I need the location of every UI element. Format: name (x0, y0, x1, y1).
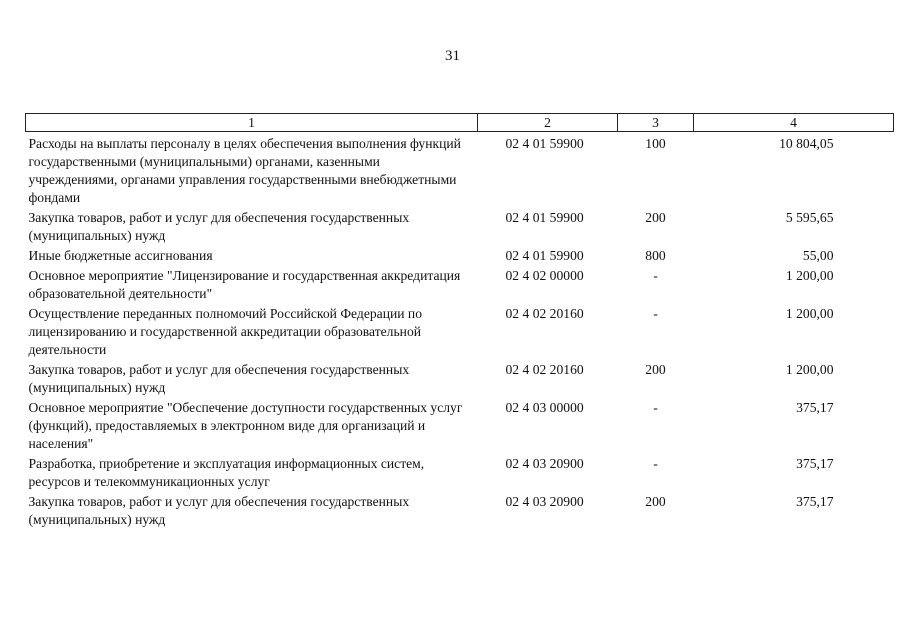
amount: 1 200,00 (785, 306, 834, 321)
table-row (26, 247, 894, 267)
target-code: 02 4 03 00000 (505, 400, 584, 415)
page-number: 31 (445, 48, 460, 64)
expense-name: Закупка товаров, работ и услуг для обеспечения государственных (муниципальных) нужд (28, 362, 410, 395)
amount: 375,17 (796, 494, 834, 509)
table-row (26, 305, 894, 361)
amount: 1 200,00 (785, 362, 834, 377)
table-row (26, 493, 894, 531)
expense-name: Основное мероприятие "Лицензирование и государственная аккредитация образовательной деятельности" (28, 268, 461, 301)
expense-type: - (653, 400, 658, 415)
table-row (26, 361, 894, 399)
expense-type: 100 (645, 136, 666, 151)
expense-type: 800 (645, 248, 666, 263)
target-code: 02 4 01 59900 (505, 136, 584, 151)
target-code: 02 4 01 59900 (505, 248, 584, 263)
table-row (26, 455, 894, 493)
column-header-3: 3 (618, 114, 694, 132)
expense-name: Разработка, приобретение и эксплуатация информационных систем, ресурсов и телекоммуникационных услуг (28, 456, 425, 489)
expense-name: Закупка товаров, работ и услуг для обеспечения государственных (муниципальных) нужд (28, 494, 410, 527)
column-header-2: 2 (478, 114, 618, 132)
expense-name: Закупка товаров, работ и услуг для обеспечения государственных (муниципальных) нужд (28, 210, 410, 243)
column-header-4: 4 (694, 114, 894, 132)
expense-name: Расходы на выплаты персоналу в целях обеспечения выполнения функций государственными (муниципальными) органами, казенными учреждениями, органами управления государственными внебюджетными фондами (28, 136, 461, 205)
expense-type: 200 (645, 362, 666, 377)
target-code: 02 4 03 20900 (505, 494, 584, 509)
header-row (26, 114, 894, 132)
expense-type: - (653, 456, 658, 471)
amount: 10 804,05 (779, 136, 834, 151)
amount: 1 200,00 (785, 268, 834, 283)
amount: 375,17 (796, 456, 834, 471)
expense-type: 200 (645, 494, 666, 509)
table-row (26, 209, 894, 247)
target-code: 02 4 01 59900 (505, 210, 584, 225)
amount: 55,00 (802, 248, 834, 263)
expense-name: Основное мероприятие "Обеспечение доступности государственных услуг (функций), предоставляемых в электронном виде для организаций и населения" (28, 400, 463, 451)
expense-type: 200 (645, 210, 666, 225)
table-row (26, 132, 894, 210)
column-header-1: 1 (26, 114, 478, 132)
amount: 375,17 (796, 400, 834, 415)
expense-name: Иные бюджетные ассигнования (28, 248, 213, 263)
table-row (26, 399, 894, 455)
amount: 5 595,65 (785, 210, 834, 225)
expense-type: - (653, 306, 658, 321)
expense-type: - (653, 268, 658, 283)
table-row (26, 267, 894, 305)
target-code: 02 4 02 20160 (505, 306, 584, 321)
target-code: 02 4 03 20900 (505, 456, 584, 471)
budget-table (25, 113, 894, 531)
target-code: 02 4 02 00000 (505, 268, 584, 283)
expense-name: Осуществление переданных полномочий Российской Федерации по лицензированию и государственной аккредитации образовательной деятельности (28, 306, 422, 357)
target-code: 02 4 02 20160 (505, 362, 584, 377)
